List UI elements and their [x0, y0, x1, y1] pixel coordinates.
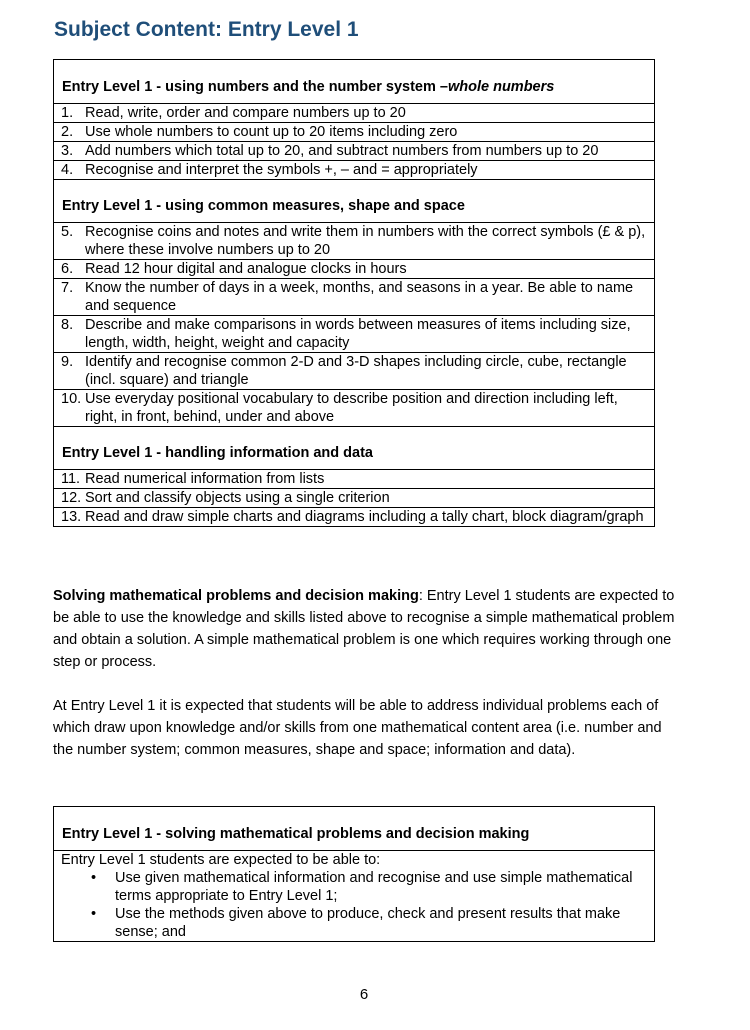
expectation-paragraph: At Entry Level 1 it is expected that students will be able to address individual problems each of which draw upon knowledge and/or skills from one mathematical content area (i.e. number and the number system; common measures, shape and space; information and data). — [53, 698, 662, 758]
item-number: 12. — [61, 490, 82, 506]
section-heading-text: Entry Level 1 - handling information and data — [62, 445, 373, 461]
table-row — [54, 469, 654, 488]
item-number: 2. — [61, 124, 74, 140]
table-intro — [54, 850, 654, 941]
item-text: Recognise coins and notes and write them in numbers with the correct symbols (£ & p), where these involve numbers up to 20 — [85, 224, 646, 258]
list-item — [91, 869, 647, 905]
item-text: Use whole numbers to count up to 20 items including zero — [85, 124, 458, 140]
item-number: 7. — [61, 280, 74, 296]
section-heading-numbers — [54, 60, 654, 103]
item-number: 10. — [61, 391, 82, 407]
item-text: Read numerical information from lists — [85, 471, 325, 487]
section-heading-data — [54, 426, 654, 469]
intro-text: Entry Level 1 students are expected to be able to: — [61, 852, 381, 868]
item-text: Recognise and interpret the symbols +, – and = appropriately — [85, 162, 478, 178]
item-number: 8. — [61, 317, 74, 333]
paragraph-text: : Entry Level 1 students are expected to be able to use the knowledge and skills listed above to recognise a simple mathematical problem and obtain a solution. A simple mathematical problem is one which requires working through one step or process. — [53, 588, 675, 670]
item-number: 4. — [61, 162, 74, 178]
paragraph-bold-lead: Solving mathematical problems and decision making — [53, 588, 419, 604]
bullet-list — [61, 869, 647, 941]
item-text: Know the number of days in a week, months, and seasons in a year. Be able to name and sequence — [85, 280, 634, 314]
item-text: Describe and make comparisons in words between measures of items including size, length, width, height, weight and capacity — [85, 317, 631, 351]
table-row — [54, 222, 654, 259]
item-text: Read, write, order and compare numbers up to 20 — [85, 105, 406, 121]
item-text: Read 12 hour digital and analogue clocks in hours — [85, 261, 407, 277]
bullet-icon: • — [91, 870, 97, 886]
section-heading-measures — [54, 179, 654, 222]
item-number: 1. — [61, 105, 74, 121]
table-row — [54, 488, 654, 507]
table-row — [54, 103, 654, 122]
section-heading-emphasis: whole numbers — [447, 79, 555, 95]
item-text: Use everyday positional vocabulary to describe position and direction including left, right, in front, behind, under and above — [85, 391, 618, 425]
item-text: Identify and recognise common 2-D and 3-D shapes including circle, cube, rectangle (incl. square) and triangle — [85, 354, 627, 388]
bullet-icon: • — [91, 906, 97, 922]
list-item — [91, 905, 647, 941]
table-row — [54, 122, 654, 141]
page-number: 6 — [359, 986, 369, 1003]
table-row — [54, 507, 654, 526]
content-table — [53, 59, 655, 527]
section-heading-text: Entry Level 1 - solving mathematical problems and decision making — [62, 826, 530, 842]
table-row — [54, 352, 654, 389]
problem-solving-table — [53, 806, 655, 942]
item-number: 3. — [61, 143, 74, 159]
table-row — [54, 160, 654, 179]
item-number: 5. — [61, 224, 74, 240]
section-heading-problem-solving — [54, 807, 654, 850]
table-row — [54, 141, 654, 160]
item-number: 11. — [61, 471, 81, 487]
item-number: 6. — [61, 261, 74, 277]
page-title: Subject Content: Entry Level 1 — [54, 18, 359, 41]
item-text: Add numbers which total up to 20, and subtract numbers from numbers up to 20 — [85, 143, 599, 159]
list-item-text: Use given mathematical information and recognise and use simple mathematical terms appropriate to Entry Level 1; — [115, 870, 633, 904]
table-row — [54, 389, 654, 426]
problem-solving-paragraph — [53, 585, 683, 673]
table-row — [54, 315, 654, 352]
table-row — [54, 278, 654, 315]
item-number: 9. — [61, 354, 74, 370]
section-heading-text: Entry Level 1 - using common measures, shape and space — [62, 198, 465, 214]
list-item-text: Use the methods given above to produce, check and present results that make sense; and — [115, 906, 621, 940]
item-text: Read and draw simple charts and diagrams including a tally chart, block diagram/graph — [85, 509, 644, 525]
item-text: Sort and classify objects using a single criterion — [85, 490, 390, 506]
section-heading-text: Entry Level 1 - using numbers and the number system – — [62, 79, 448, 95]
table-row — [54, 259, 654, 278]
item-number: 13. — [61, 509, 82, 525]
